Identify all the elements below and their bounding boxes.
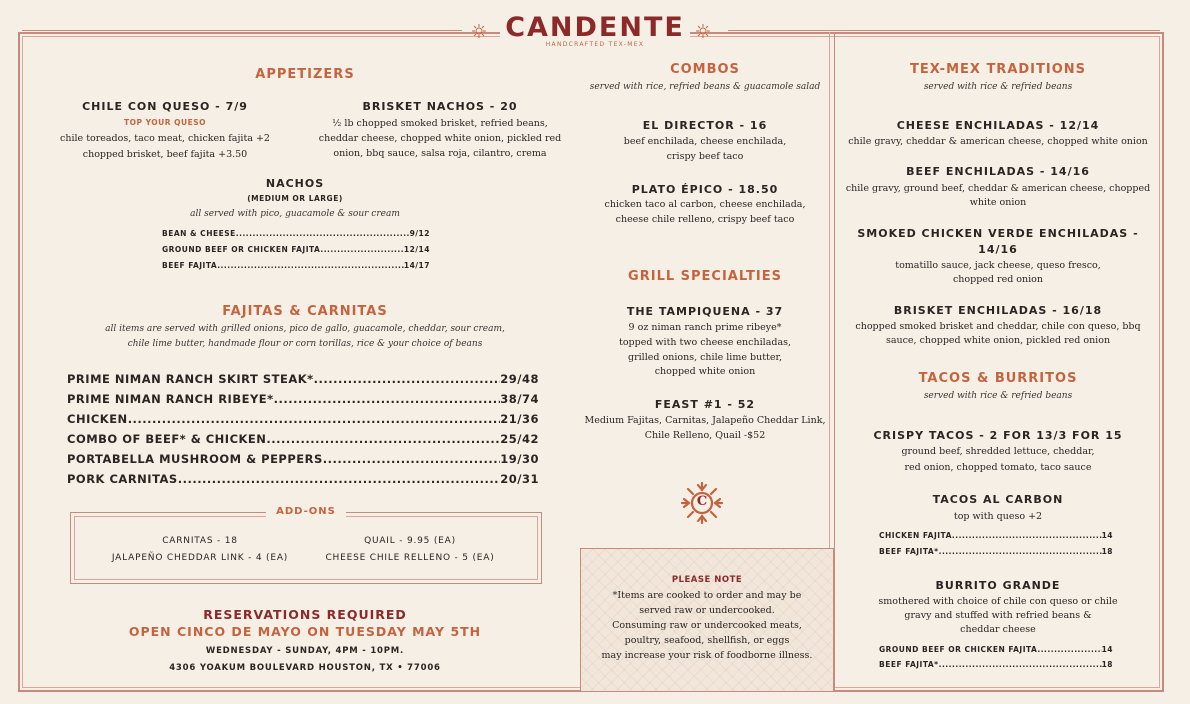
addon-carnitas: CARNITAS - 18	[162, 536, 238, 546]
sun-ornament-icon	[696, 24, 710, 38]
item-desc-line: smothered with choice of chile con queso or chile	[878, 596, 1118, 607]
price-line-taco-beef-fajita: BEEF FAJITA* ..... 18	[879, 545, 1113, 558]
brand-header	[500, 12, 690, 48]
section-title-fajitas: FAJITAS & CARNITAS	[222, 304, 388, 319]
cinco-de-mayo-notice: OPEN CINCO DE MAYO ON TUESDAY MAY 5TH	[128, 624, 482, 639]
item-desc-line: chopped red onion	[952, 274, 1044, 285]
addon-quail: QUAIL - 9.95 (EA)	[364, 536, 456, 546]
nachos-note: all served with pico, guacamole & sour cream	[190, 209, 400, 219]
item-desc-line: topped with two cheese enchiladas,	[619, 337, 791, 348]
item-title-beef-enchiladas: BEEF ENCHILADAS - 14/16	[906, 165, 1090, 178]
section-title-tacos: TACOS & BURRITOS	[918, 371, 1078, 386]
item-desc-line: onion, bbq sauce, salsa roja, cilantro, crema	[333, 148, 547, 159]
address: 4306 YOAKUM BOULEVARD HOUSTON, TX • 77006	[169, 663, 441, 673]
item-desc-line: cheese chile relleno, crispy beef taco	[615, 214, 795, 225]
tacos-note: served with rice & refried beans	[923, 391, 1073, 401]
item-desc-line: red onion, chopped tomato, taco sauce	[904, 462, 1092, 473]
price-line-beef-fajita: BEEF FAJITA ..... 14/17	[162, 259, 430, 272]
item-desc-line: cheddar cheese, chopped white onion, pickled red	[318, 133, 562, 144]
item-desc-line: Chile Relleno, Quail -$52	[644, 430, 766, 441]
sun-logo	[678, 479, 726, 527]
brand-tagline: HANDCRAFTED TEX-MEX	[545, 41, 645, 48]
column-divider	[834, 32, 835, 692]
logo-letter: C	[696, 494, 708, 509]
item-desc-line: chopped smoked brisket and cheddar, chile con queso, bbq	[855, 321, 1141, 332]
addon-chile-relleno: CHEESE CHILE RELLENO - 5 (EA)	[325, 553, 495, 563]
reservations-required: RESERVATIONS REQUIRED	[203, 607, 407, 622]
item-desc-line: chopped brisket, beef fajita +3.50	[82, 149, 248, 160]
item-title-verde-enchiladas: SMOKED CHICKEN VERDE ENCHILADAS -	[857, 227, 1139, 240]
item-desc-line: Medium Fajitas, Carnitas, Jalapeño Cheddar Link,	[584, 415, 826, 426]
item-desc-line: grilled onions, chile lime butter,	[628, 352, 782, 363]
item-title-plato-epico: PLATO ÉPICO - 18.50	[631, 183, 779, 196]
item-subtitle-nachos-size: (MEDIUM OR LARGE)	[247, 194, 343, 203]
header-rule-right	[728, 30, 1160, 31]
please-note-line: served raw or undercooked.	[639, 605, 775, 616]
price-line-combo: COMBO OF BEEF* & CHICKEN ..... 25/42	[67, 431, 539, 448]
addons-title: ADD-ONS	[266, 506, 346, 517]
price-line-pork-carnitas: PORK CARNITAS ..... 20/31	[67, 471, 539, 488]
item-desc-line: sauce, chopped white onion, pickled red onion	[885, 335, 1111, 346]
item-title-feast: FEAST #1 - 52	[654, 398, 756, 411]
item-desc-line: gravy and stuffed with refried beans &	[904, 610, 1092, 621]
price-line-skirt-steak: PRIME NIMAN RANCH SKIRT STEAK* ..... 29/48	[67, 371, 539, 388]
item-desc-line: chile toreados, taco meat, chicken fajita +2	[60, 133, 270, 144]
price-line-ground-beef-chicken: GROUND BEEF OR CHICKEN FAJITA ..... 12/14	[162, 243, 430, 256]
section-title-grill: GRILL SPECIALTIES	[628, 269, 782, 284]
item-title-crispy-tacos: CRISPY TACOS - 2 FOR 13/3 FOR 15	[873, 429, 1123, 442]
price-line-taco-chicken-fajita: CHICKEN FAJITA ..... 14	[879, 529, 1113, 542]
item-desc-line: chile gravy, ground beef, cheddar & american cheese, chopped	[845, 183, 1151, 194]
texmex-note: served with rice & refried beans	[923, 82, 1073, 92]
item-title-tampiquena: THE TAMPIQUENA - 37	[626, 305, 784, 318]
price-line-portabella: PORTABELLA MUSHROOM & PEPPERS ..... 19/30	[67, 451, 539, 468]
item-desc-line: beef enchilada, cheese enchilada,	[623, 136, 787, 147]
item-desc-line: tomatillo sauce, jack cheese, queso fresco,	[895, 260, 1101, 271]
please-note-line: *Items are cooked to order and may be	[612, 590, 802, 601]
fajitas-note-line: all items are served with grilled onions, pico de gallo, guacamole, cheddar, sour cream,	[105, 324, 505, 334]
item-desc-line: ground beef, shredded lettuce, cheddar,	[901, 446, 1095, 457]
price-line-burrito-beef-fajita: BEEF FAJITA* ..... 18	[879, 658, 1113, 671]
price-line-bean-cheese: BEAN & CHEESE ..... 9/12	[162, 227, 430, 240]
price-line-chicken: CHICKEN ..... 21/36	[67, 411, 539, 428]
item-title-el-director: EL DIRECTOR - 16	[642, 119, 768, 132]
please-note-title: PLEASE NOTE	[671, 575, 743, 585]
fajitas-note-line: chile lime butter, handmade flour or corn torillas, rice & your choice of beans	[127, 339, 483, 349]
please-note-line: poultry, seafood, shellfish, or eggs	[624, 635, 790, 646]
price-line-ribeye: PRIME NIMAN RANCH RIBEYE* ..... 38/74	[67, 391, 539, 408]
item-title-tacos-al-carbon: TACOS AL CARBON	[932, 493, 1064, 506]
item-desc-line: 9 oz niman ranch prime ribeye*	[628, 322, 782, 333]
item-desc-line: crispy beef taco	[666, 151, 744, 162]
sun-ornament-icon	[472, 24, 486, 38]
item-desc-line: chicken taco al carbon, cheese enchilada,	[604, 199, 806, 210]
header-rule-left	[22, 30, 462, 31]
item-subtitle-top-your-queso: TOP YOUR QUESO	[124, 118, 206, 127]
combos-note: served with rice, refried beans & guacamole salad	[589, 82, 821, 92]
section-title-appetizers: APPETIZERS	[255, 67, 355, 82]
item-title-chile-con-queso: CHILE CON QUESO - 7/9	[82, 100, 248, 113]
please-note-line: may increase your risk of foodborne illness.	[601, 650, 813, 661]
addons-box-inner	[74, 516, 538, 580]
item-desc-line: chopped white onion	[654, 366, 756, 377]
section-title-texmex: TEX-MEX TRADITIONS	[909, 62, 1087, 77]
please-note-line: Consuming raw or undercooked meats,	[612, 620, 802, 631]
item-desc-line: white onion	[969, 197, 1027, 208]
item-title-brisket-enchiladas: BRISKET ENCHILADAS - 16/18	[893, 304, 1103, 317]
item-title-nachos: NACHOS	[265, 177, 325, 190]
brand-name: CANDENTE	[505, 12, 685, 43]
addon-jalapeno-link: JALAPEÑO CHEDDAR LINK - 4 (EA)	[111, 553, 289, 563]
item-desc-line: chile gravy, cheddar & american cheese, chopped white onion	[848, 136, 1148, 147]
section-title-combos: COMBOS	[670, 62, 740, 77]
item-title-cheese-enchiladas: CHEESE ENCHILADAS - 12/14	[896, 119, 1100, 132]
item-desc-line: cheddar cheese	[960, 624, 1036, 635]
item-title-burrito-grande: BURRITO GRANDE	[935, 579, 1061, 592]
hours: WEDNESDAY - SUNDAY, 4PM - 10PM.	[205, 646, 405, 656]
item-title-brisket-nachos: BRISKET NACHOS - 20	[362, 100, 518, 113]
item-title-verde-enchiladas-price: 14/16	[978, 243, 1018, 256]
price-line-burrito-ground-beef: GROUND BEEF OR CHICKEN FAJITA ..... 14	[879, 643, 1113, 656]
item-desc-line: ½ lb chopped smoked brisket, refried beans,	[332, 118, 548, 129]
item-desc-line: top with queso +2	[953, 511, 1043, 522]
